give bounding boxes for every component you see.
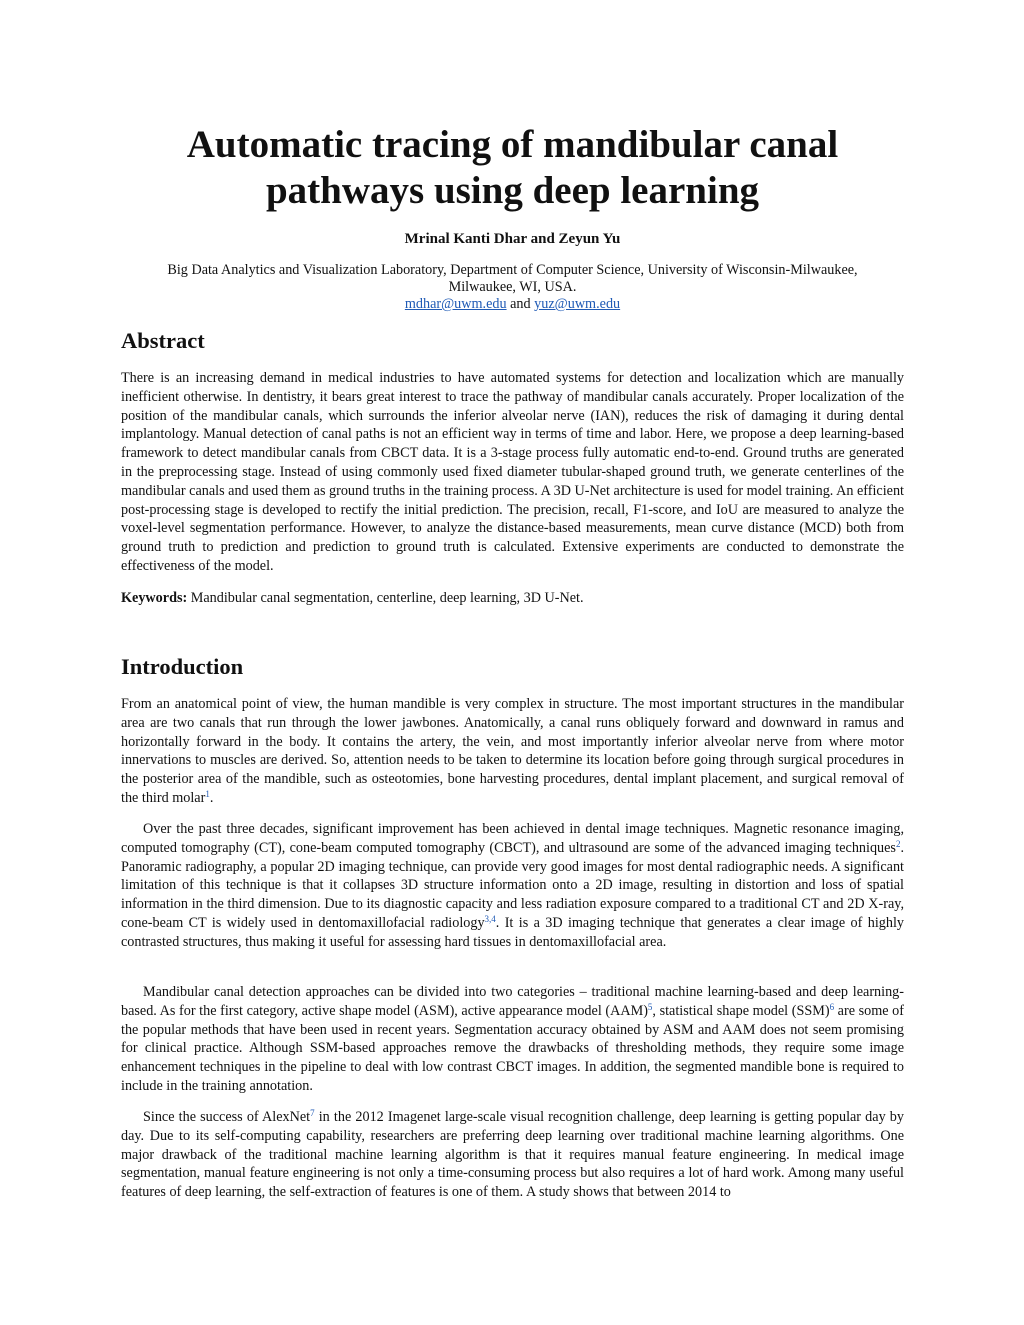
intro-p3-text-c: are some of the popular methods that have been used in recent years. Segmentation accuracy obtained by ASM and AAM does not seem promising for clinical practice. Although SSM-based approaches remove the drawbacks of thresholding methods, they require some image enhancement techniques in the pipeline to deal with low contrast CBCT images. In addition, the segmented mandible bone is required to include in the training annotation. <box>121 1002 904 1094</box>
intro-paragraph-1 <box>121 695 904 808</box>
keywords <box>121 589 904 608</box>
email-link-yu[interactable]: yuz@uwm.edu <box>534 296 621 312</box>
citation-6[interactable]: 6 <box>829 1001 835 1012</box>
title-line-1: Automatic tracing of mandibular canal <box>186 123 839 166</box>
intro-p2-text-c: . It is a 3D imaging technique that generates a clear image of highly contrasted structures, thus making it useful for assessing hard tissues in dentomaxillofacial area. <box>121 914 904 950</box>
citation-3-4[interactable]: 3,4 <box>484 913 496 924</box>
citation-1[interactable]: 1 <box>205 788 210 799</box>
intro-p4-text-a: Since the success of AlexNet <box>143 1109 311 1125</box>
affiliation <box>121 262 904 313</box>
intro-p3-text-b: , statistical shape model (SSM) <box>652 1002 830 1019</box>
intro-p1-text: From an anatomical point of view, the human mandible is very complex in structure. The most important structures in the mandibular area are two canals that run through the lower jawbones. Anatomically, a canal runs obliquely forward and downward in ramus and horizontally forward in the body. It contains the artery, the vein, and most importantly inferior alveolar nerve from where motor innervations to muscles are derived. So, attention needs to be taken to determine its location before going through surgical procedures in the posterior area of the mandible, such as osteotomies, bone harvesting procedures, dental implant placement, and surgical removal of the third molar <box>121 696 904 806</box>
authors: Mrinal Kanti Dhar and Zeyun Yu <box>404 231 621 247</box>
intro-paragraph-4 <box>121 1108 904 1202</box>
intro-paragraph-2 <box>121 820 904 952</box>
citation-2[interactable]: 2 <box>895 838 901 849</box>
email-link-dhar[interactable]: mdhar@uwm.edu <box>404 296 507 312</box>
intro-paragraph-3 <box>121 983 904 1096</box>
abstract-heading: Abstract <box>121 328 205 353</box>
abstract-text: There is an increasing demand in medical industries to have automated systems for detection and localization which are manually inefficient otherwise. In dentistry, it bears great interest to trace the pathway of mandibular canals accurately. Proper localization of the position of the mandibular canals, which surrounds the inferior alveolar nerve (IAN), reduces the risk of damaging it during dental implantology. Manual detection of canal paths is not an efficient way in terms of time and labor. Here, we propose a deep learning-based framework to detect mandibular canals from CBCT data. It is a 3-stage process fully automatic end-to-end. Ground truths are generated in the preprocessing stage. Instead of using commonly used fixed diameter tubular-shaped ground truth, we generate centerlines of the mandibular canals and used them as ground truths in the training process. A 3D U-Net architecture is used for model training. An efficient post-processing stage is developed to rectify the initial prediction. The precision, recall, F1-score, and IoU are measured to analyze the voxel-level segmentation performance. However, to analyze the distance-based measurements, mean curve distance (MCD) both from ground truth to prediction and prediction to ground truth is calculated. Extensive experiments are conducted to demonstrate the effectiveness of the model. <box>121 370 904 574</box>
intro-p3-text-a: Mandibular canal detection approaches can be divided into two categories – traditional machine learning-based and deep learning-based. As for the first category, active shape model (ASM), active appearance model (AAM) <box>121 984 904 1019</box>
intro-p2-text-a: Over the past three decades, significant improvement has been achieved in dental image techniques. Magnetic resonance imaging, computed tomography (CT), cone-beam computed tomography (CBCT), and ultrasound are some of the advanced imaging techniques <box>121 821 904 856</box>
intro-p4-text-b: in the 2012 Imagenet large-scale visual recognition challenge, deep learning is getting popular day by day. Due to its self-computing capability, researchers are preferring deep learning over traditional machine learning algorithms. One major drawback of the traditional machine learning algorithm is that it requires manual feature engineering. In medical image segmentation, manual feature engineering is not only a time-consuming process but also requires a lot of hard work. Among many useful features of deep learning, the self-extraction of features is one of them. A study shows that between 2014 to <box>121 1109 904 1201</box>
paper-title <box>121 122 904 214</box>
keywords-text: Mandibular canal segmentation, centerline, deep learning, 3D U-Net. <box>187 590 584 606</box>
introduction-heading: Introduction <box>121 654 244 679</box>
citation-5[interactable]: 5 <box>647 1001 653 1012</box>
keywords-label: Keywords: <box>121 590 188 606</box>
title-line-2: pathways using deep learning <box>265 169 760 212</box>
intro-p1-end: . <box>209 789 214 806</box>
citation-7[interactable]: 7 <box>310 1108 315 1118</box>
intro-p2-text-b: . Panoramic radiography, a popular 2D imaging technique, can provide very good images for most dental radiographic needs. A significant limitation of this technique is that it collapses 3D structure information onto a 2D image, resulting in distortion and loss of spatial information in the third dimension. Due to its diagnostic capacity and less radiation exposure compared to a traditional CT and 2D X-ray, cone-beam CT is widely used in dentomaxillofacial radiology <box>121 839 904 931</box>
affiliation-line-2: Milwaukee, WI, USA. <box>448 279 577 295</box>
affiliation-line-1: Big Data Analytics and Visualization Laboratory, Department of Computer Science, University of Wisconsin-Milwaukee, <box>167 262 858 278</box>
email-joiner: and <box>506 296 535 312</box>
